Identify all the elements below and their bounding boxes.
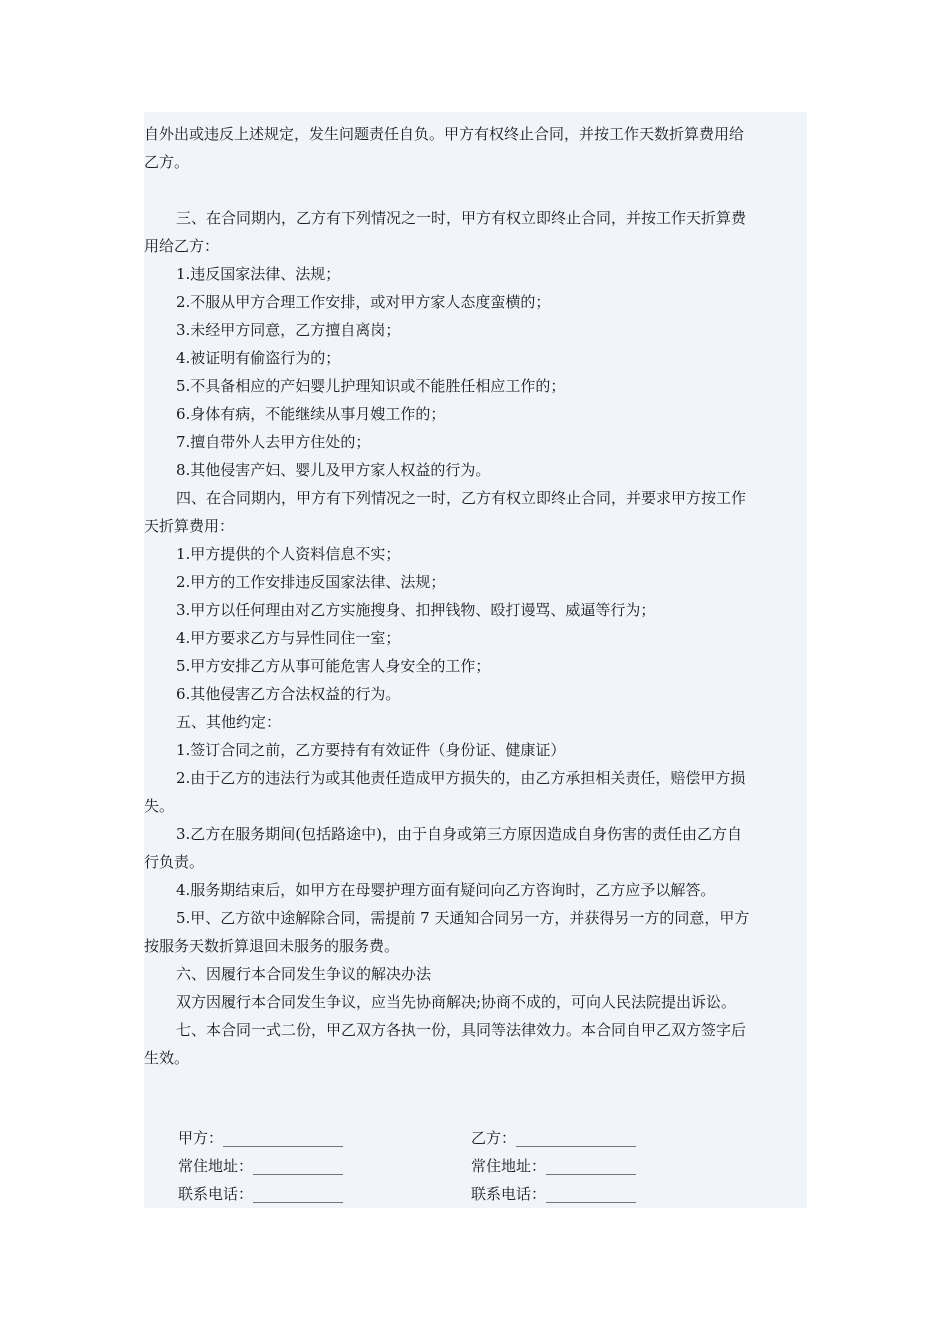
section-heading-7: 七、本合同一式二份，甲乙双方各执一份，具同等法律效力。本合同自甲乙双方签字后: [176, 1021, 747, 1039]
section-heading-5: 五、其他约定：: [176, 713, 282, 731]
list-item: 7.擅自带外人去甲方住处的；: [176, 433, 371, 451]
text-line: 生效。: [144, 1049, 190, 1067]
list-item: 3.未经甲方同意，乙方擅自离岗；: [176, 321, 401, 339]
signature-label: 联系电话：: [178, 1185, 254, 1203]
signature-label: 常住地址：: [178, 1157, 254, 1175]
list-item: 2.不服从甲方合理工作安排，或对甲方家人态度蛮横的；: [176, 293, 551, 311]
list-item: 1.签订合同之前，乙方要持有有效证件（身份证、健康证）: [176, 741, 566, 759]
signature-blank: ____________: [253, 1185, 344, 1203]
list-item: 6.身体有病，不能继续从事月嫂工作的；: [176, 405, 446, 423]
list-item: 1.违反国家法律、法规；: [176, 265, 341, 283]
list-item: 1.甲方提供的个人资料信息不实；: [176, 545, 401, 563]
text-line: 天折算费用：: [144, 517, 235, 535]
list-item: 3.甲方以任何理由对乙方实施搜身、扣押钱物、殴打谩骂、威逼等行为；: [176, 601, 656, 619]
list-item: 5.甲方安排乙方从事可能危害人身安全的工作；: [176, 657, 491, 675]
list-item: 2.由于乙方的违法行为或其他责任造成甲方损失的，由乙方承担相关责任，赔偿甲方损: [176, 769, 746, 787]
text-line: 自外出或违反上述规定，发生问题责任自负。甲方有权终止合同，并按工作天数折算费用给: [144, 125, 745, 143]
signature-blank: ____________: [546, 1157, 637, 1175]
list-item: 4.被证明有偷盗行为的；: [176, 349, 341, 367]
text-line: 失。: [144, 797, 175, 815]
list-item: 5.甲、乙方欲中途解除合同，需提前 7 天通知合同另一方，并获得另一方的同意，甲方: [176, 909, 750, 927]
signature-party-a-phone: [178, 1180, 343, 1208]
signature-blank: ________________: [516, 1129, 637, 1147]
list-item: 2.甲方的工作安排违反国家法律、法规；: [176, 573, 446, 591]
text-line: 乙方。: [144, 153, 190, 171]
text-line: 行负责。: [144, 853, 205, 871]
text-line: 用给乙方：: [144, 237, 220, 255]
signature-party-b-phone: [471, 1180, 636, 1208]
text-line: 按服务天数折算退回未服务的服务费。: [144, 937, 400, 955]
list-item: 4.服务期结束后，如甲方在母婴护理方面有疑问向乙方咨询时，乙方应予以解答。: [176, 881, 716, 899]
signature-party-a-address: [178, 1152, 343, 1180]
signature-blank: ____________: [546, 1185, 637, 1203]
signature-party-b-name: [471, 1124, 636, 1152]
text-line: 双方因履行本合同发生争议，应当先协商解决;协商不成的，可向人民法院提出诉讼。: [176, 993, 737, 1011]
list-item: 6.其他侵害乙方合法权益的行为。: [176, 685, 401, 703]
list-item: 5.不具备相应的产妇婴儿护理知识或不能胜任相应工作的；: [176, 377, 566, 395]
signature-label: 常住地址：: [471, 1157, 547, 1175]
section-heading-3: 三、在合同期内，乙方有下列情况之一时，甲方有权立即终止合同，并按工作天折算费: [176, 209, 747, 227]
signature-label: 甲方：: [178, 1129, 224, 1147]
signature-label: 乙方：: [471, 1129, 517, 1147]
signature-blank: ________________: [223, 1129, 344, 1147]
signature-blank: ____________: [253, 1157, 344, 1175]
signature-label: 联系电话：: [471, 1185, 547, 1203]
section-heading-4: 四、在合同期内，甲方有下列情况之一时，乙方有权立即终止合同，并要求甲方按工作: [176, 489, 747, 507]
signature-party-a-name: [178, 1124, 343, 1152]
list-item: 8.其他侵害产妇、婴儿及甲方家人权益的行为。: [176, 461, 491, 479]
section-heading-6: 六、因履行本合同发生争议的解决办法: [176, 965, 432, 983]
signature-party-b-address: [471, 1152, 636, 1180]
list-item: 4.甲方要求乙方与异性同住一室；: [176, 629, 401, 647]
list-item: 3.乙方在服务期间(包括路途中)，由于自身或第三方原因造成自身伤害的责任由乙方自: [176, 825, 743, 843]
